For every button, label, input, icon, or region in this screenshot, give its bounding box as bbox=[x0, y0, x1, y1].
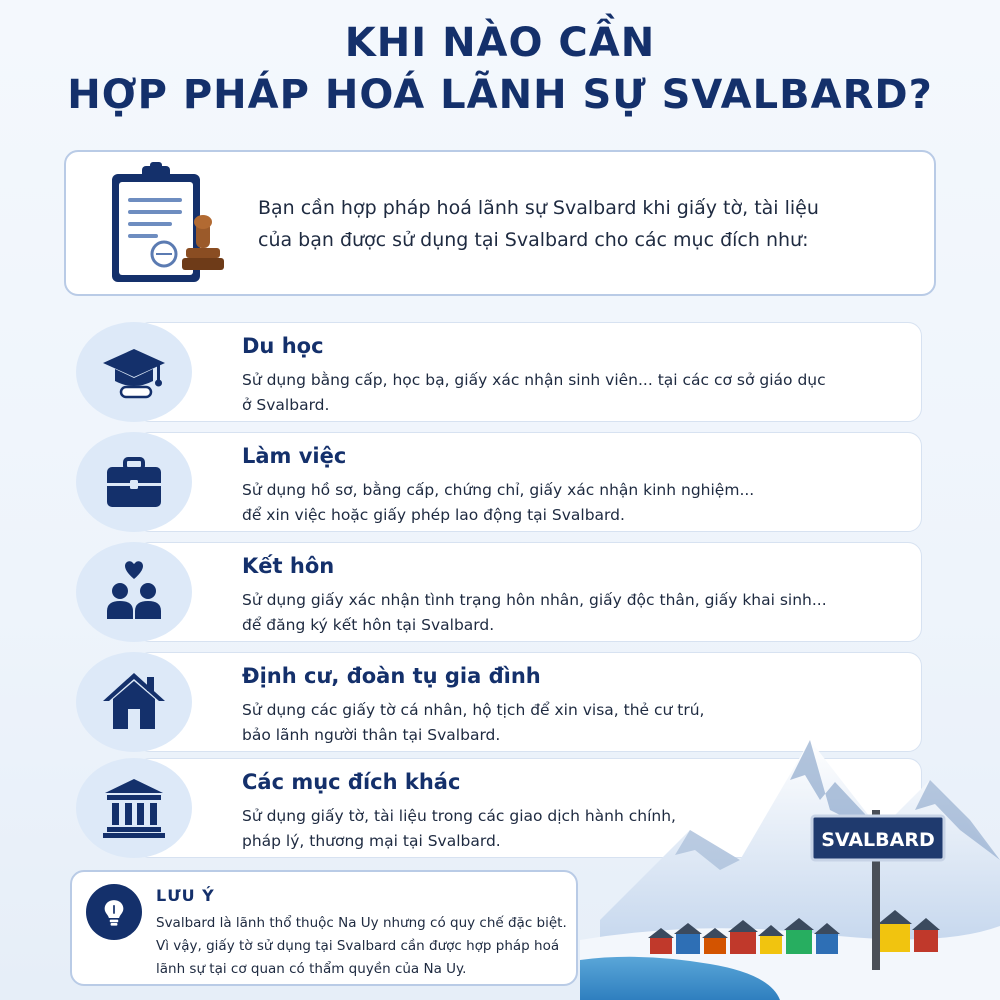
purpose-title: Định cư, đoàn tụ gia đình bbox=[242, 664, 541, 688]
purpose-description-line-1: Sử dụng bằng cấp, học bạ, giấy xác nhận sinh viên... tại các cơ sở giáo dục bbox=[242, 371, 826, 389]
purpose-description bbox=[242, 478, 882, 528]
purpose-description-line-1: Sử dụng giấy tờ, tài liệu trong các giao dịch hành chính, bbox=[242, 807, 676, 825]
note-text-line-1: Svalbard là lãnh thổ thuộc Na Uy nhưng có quy chế đặc biệt. bbox=[156, 915, 567, 931]
purpose-item-study bbox=[76, 322, 922, 424]
purpose-description-line-2: ở Svalbard. bbox=[242, 396, 330, 414]
purpose-description bbox=[242, 368, 882, 418]
note-title: LƯU Ý bbox=[156, 886, 215, 905]
note-text-line-3: lãnh sự tại cơ quan có thẩm quyền của Na Uy. bbox=[156, 961, 467, 977]
note-box bbox=[70, 870, 578, 986]
intro-text bbox=[258, 192, 918, 256]
purpose-description-line-2: để xin việc hoặc giấy phép lao động tại Svalbard. bbox=[242, 506, 625, 524]
purpose-item-work bbox=[76, 432, 922, 534]
purpose-title: Du học bbox=[242, 334, 324, 358]
purpose-description bbox=[242, 588, 882, 638]
note-text-line-2: Vì vậy, giấy tờ sử dụng tại Svalbard cần được hợp pháp hoá bbox=[156, 938, 560, 954]
note-text bbox=[156, 912, 576, 981]
house-icon bbox=[76, 652, 192, 752]
government-building-icon bbox=[76, 758, 192, 858]
purpose-title: Kết hôn bbox=[242, 554, 335, 578]
purpose-description-line-2: bảo lãnh người thân tại Svalbard. bbox=[242, 726, 501, 744]
purpose-description-line-1: Sử dụng các giấy tờ cá nhân, hộ tịch để xin visa, thẻ cư trú, bbox=[242, 701, 705, 719]
document-stamp-icon bbox=[104, 162, 234, 286]
page-title-line-2: HỢP PHÁP HOÁ LÃNH SỰ SVALBARD? bbox=[67, 72, 933, 118]
page-title bbox=[0, 18, 1000, 122]
intro-card bbox=[64, 150, 936, 296]
svalbard-landscape-illustration bbox=[580, 720, 1000, 1000]
couple-heart-icon bbox=[76, 542, 192, 642]
purpose-title: Các mục đích khác bbox=[242, 770, 461, 794]
page-title-line-1: KHI NÀO CẦN bbox=[344, 20, 656, 66]
purpose-item-marriage bbox=[76, 542, 922, 644]
purpose-title: Làm việc bbox=[242, 444, 347, 468]
intro-text-line-2: của bạn được sử dụng tại Svalbard cho các mục đích như: bbox=[258, 229, 809, 251]
lightbulb-icon bbox=[86, 884, 142, 940]
purpose-description-line-2: pháp lý, thương mại tại Svalbard. bbox=[242, 832, 501, 850]
sign-text: SVALBARD bbox=[821, 829, 935, 851]
purpose-description-line-1: Sử dụng hồ sơ, bằng cấp, chứng chỉ, giấy xác nhận kinh nghiệm... bbox=[242, 481, 755, 499]
intro-text-line-1: Bạn cần hợp pháp hoá lãnh sự Svalbard khi giấy tờ, tài liệu bbox=[258, 197, 819, 219]
graduation-cap-icon bbox=[76, 322, 192, 422]
purpose-description-line-2: để đăng ký kết hôn tại Svalbard. bbox=[242, 616, 495, 634]
briefcase-icon bbox=[76, 432, 192, 532]
purpose-description-line-1: Sử dụng giấy xác nhận tình trạng hôn nhân, giấy độc thân, giấy khai sinh... bbox=[242, 591, 827, 609]
